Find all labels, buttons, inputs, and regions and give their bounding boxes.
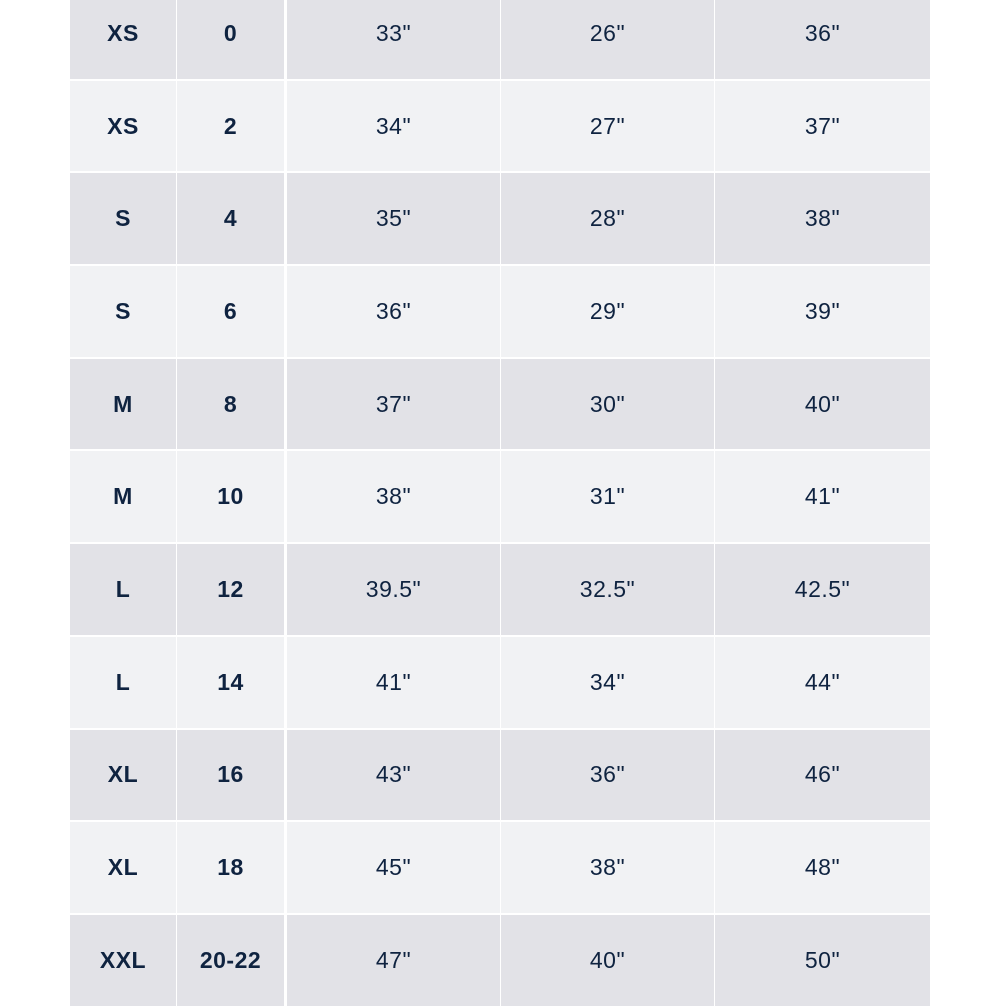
numeric-size-cell: 8 — [177, 359, 287, 452]
size-label-cell: XS — [70, 0, 177, 81]
size-label-cell: L — [70, 544, 177, 637]
size-label-cell: XXL — [70, 915, 177, 1008]
table-row — [70, 544, 930, 637]
numeric-size-cell: 14 — [177, 637, 287, 730]
measurement-2-cell: 28" — [501, 173, 715, 266]
measurement-3-cell: 40" — [715, 359, 930, 452]
measurement-1-cell: 36" — [287, 266, 501, 359]
numeric-size-cell: 16 — [177, 730, 287, 823]
measurement-1-cell: 35" — [287, 173, 501, 266]
size-label-cell: L — [70, 637, 177, 730]
measurement-3-cell: 44" — [715, 637, 930, 730]
table-row — [70, 173, 930, 266]
measurement-3-cell: 37" — [715, 81, 930, 174]
measurement-1-cell: 38" — [287, 451, 501, 544]
measurement-1-cell: 37" — [287, 359, 501, 452]
measurement-2-cell: 26" — [501, 0, 715, 81]
measurement-1-cell: 34" — [287, 81, 501, 174]
measurement-3-cell: 41" — [715, 451, 930, 544]
measurement-2-cell: 40" — [501, 915, 715, 1008]
measurement-2-cell: 27" — [501, 81, 715, 174]
measurement-1-cell: 41" — [287, 637, 501, 730]
measurement-2-cell: 36" — [501, 730, 715, 823]
measurement-2-cell: 29" — [501, 266, 715, 359]
measurement-3-cell: 39" — [715, 266, 930, 359]
size-label-cell: S — [70, 173, 177, 266]
table-row — [70, 81, 930, 174]
numeric-size-cell: 6 — [177, 266, 287, 359]
measurement-2-cell: 32.5" — [501, 544, 715, 637]
size-label-cell: XL — [70, 822, 177, 915]
measurement-2-cell: 30" — [501, 359, 715, 452]
size-label-cell: S — [70, 266, 177, 359]
measurement-3-cell: 46" — [715, 730, 930, 823]
measurement-1-cell: 39.5" — [287, 544, 501, 637]
table-row — [70, 359, 930, 452]
numeric-size-cell: 18 — [177, 822, 287, 915]
size-label-cell: XS — [70, 81, 177, 174]
numeric-size-cell: 10 — [177, 451, 287, 544]
size-chart-body — [70, 0, 930, 1008]
numeric-size-cell: 2 — [177, 81, 287, 174]
measurement-3-cell: 50" — [715, 915, 930, 1008]
measurement-2-cell: 34" — [501, 637, 715, 730]
measurement-1-cell: 33" — [287, 0, 501, 81]
size-label-cell: XL — [70, 730, 177, 823]
measurement-1-cell: 43" — [287, 730, 501, 823]
table-row — [70, 730, 930, 823]
numeric-size-cell: 4 — [177, 173, 287, 266]
size-label-cell: M — [70, 451, 177, 544]
numeric-size-cell: 20-22 — [177, 915, 287, 1008]
measurement-2-cell: 31" — [501, 451, 715, 544]
measurement-3-cell: 36" — [715, 0, 930, 81]
table-row — [70, 915, 930, 1008]
measurement-1-cell: 45" — [287, 822, 501, 915]
size-label-cell: M — [70, 359, 177, 452]
table-row — [70, 266, 930, 359]
measurement-1-cell: 47" — [287, 915, 501, 1008]
measurement-3-cell: 48" — [715, 822, 930, 915]
numeric-size-cell: 0 — [177, 0, 287, 81]
measurement-3-cell: 38" — [715, 173, 930, 266]
table-row — [70, 451, 930, 544]
measurement-3-cell: 42.5" — [715, 544, 930, 637]
table-row — [70, 637, 930, 730]
measurement-2-cell: 38" — [501, 822, 715, 915]
numeric-size-cell: 12 — [177, 544, 287, 637]
table-row — [70, 822, 930, 915]
table-row — [70, 0, 930, 81]
size-chart-table — [70, 0, 930, 1008]
